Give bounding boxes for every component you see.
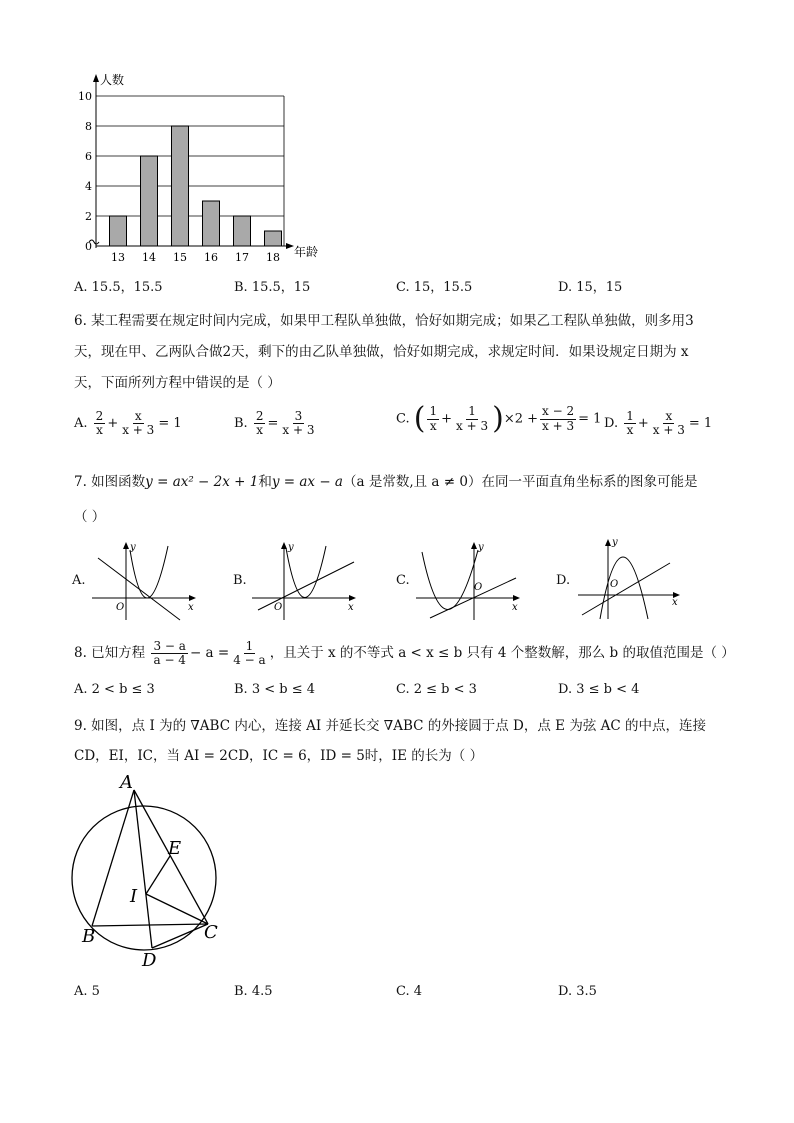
svg-text:x: x <box>672 597 678 608</box>
svg-text:E: E <box>168 838 182 859</box>
q7-graph-a <box>92 538 202 623</box>
q7-label-a: A. <box>72 573 86 588</box>
x-tick-label: 13 <box>111 251 125 264</box>
bar-16 <box>203 201 220 246</box>
x-tick-label: 18 <box>266 251 280 264</box>
q9-option-b: B. 4.5 <box>234 984 273 999</box>
q7-graph-c <box>416 538 526 623</box>
y-axis-arrow <box>93 74 99 82</box>
q5-option-d: D. 15，15 <box>558 280 623 295</box>
svg-text:x: x <box>188 602 194 613</box>
q9-line-2: CD，EI，IC，当 AI = 2CD，IC = 6，ID = 5时，IE 的长为（ ） <box>74 748 484 764</box>
svg-text:x: x <box>512 602 518 613</box>
bar-17 <box>234 216 251 246</box>
y-axis-label: 人数 <box>100 73 125 87</box>
x-axis-label: 年龄 <box>294 245 319 259</box>
y-tick-label: 4 <box>85 180 92 193</box>
q7-label-b: B. <box>233 573 247 588</box>
svg-text:D: D <box>142 950 157 970</box>
q6-line-1: 6. 某工程需要在规定时间内完成，如果甲工程队单独做，恰好如期完成；如果乙工程队单独做，则多用3 <box>74 313 694 329</box>
q8-option-a: A. 2 < b ≤ 3 <box>74 682 155 697</box>
q7-graph-d <box>578 535 688 623</box>
svg-text:A: A <box>120 772 133 793</box>
q8-option-d: D. 3 ≤ b < 4 <box>558 682 640 697</box>
q5-option-b: B. 15.5，15 <box>234 280 311 295</box>
bar-18 <box>265 231 282 246</box>
y-tick-label: 10 <box>78 90 92 103</box>
q6-option-b: B. $\frac{2}{x}$ = $\frac{3}{x + 3}$ <box>234 409 315 438</box>
age-bar-chart <box>72 70 332 265</box>
bar-15 <box>172 126 189 246</box>
svg-text:O: O <box>274 602 283 613</box>
q7-graph-b <box>252 538 362 623</box>
q8-option-b: B. 3 < b ≤ 4 <box>234 682 315 697</box>
x-tick-label: 16 <box>204 251 218 264</box>
q7-label-c: C. <box>396 573 410 588</box>
svg-text:O: O <box>116 602 125 613</box>
svg-text:B: B <box>82 926 96 947</box>
x-tick-label: 17 <box>235 251 249 264</box>
q9-option-c: C. 4 <box>396 984 423 999</box>
x-tick-label: 15 <box>173 251 187 264</box>
y-tick-label: 2 <box>85 210 92 223</box>
q7-paren: （ ） <box>74 509 106 525</box>
bar-13 <box>110 216 127 246</box>
q8-line: 8. 已知方程 $\frac{3 - a}{a - 4}$ − a = $\frac{1}{4 - a}$ ，且关于 x 的不等式 a < x ≤ b 只有 4 个整数解，那么 b 的取值范围是（ ） <box>74 639 735 668</box>
q8-option-c: C. 2 ≤ b < 3 <box>396 682 477 697</box>
q6-option-c: C. ( $\frac{1}{x}$ + $\frac{1}{x + 3}$ )×2 + $\frac{x - 2}{x + 3}$ = 1 <box>396 401 602 436</box>
q7-line-1: 7. 如图函数y = ax² − 2x + 1和y = ax − a（a 是常数,且 a ≠ 0）在同一平面直角坐标系的图象可能是 <box>74 474 698 490</box>
q6-option-d: D. $\frac{1}{x}$ + $\frac{x}{x + 3}$ = 1 <box>604 409 713 438</box>
svg-text:O: O <box>610 579 619 590</box>
x-axis-arrow <box>286 243 294 249</box>
y-tick-label: 6 <box>85 150 92 163</box>
q5-option-c: C. 15，15.5 <box>396 280 473 295</box>
q9-circle-figure <box>66 770 236 970</box>
q7-label-d: D. <box>556 573 571 588</box>
svg-text:C: C <box>204 922 218 943</box>
svg-text:y: y <box>612 537 618 548</box>
y-tick-label: 0 <box>85 240 92 253</box>
svg-text:x: x <box>348 602 354 613</box>
q9-option-d: D. 3.5 <box>558 984 597 999</box>
svg-text:y: y <box>478 542 484 553</box>
q9-line-1: 9. 如图，点 I 为的 ∇ABC 内心，连接 AI 并延长交 ∇ABC 的外接圆于点 D，点 E 为弦 AC 的中点，连接 <box>74 718 706 734</box>
x-tick-label: 14 <box>142 251 156 264</box>
q6-line-2: 天，现在甲、乙两队合做2天，剩下的由乙队单独做，恰好如期完成，求规定时间．如果设规定日期为 x <box>74 344 689 360</box>
bar-14 <box>141 156 158 246</box>
svg-text:I: I <box>130 886 138 907</box>
q9-option-a: A. 5 <box>74 984 100 999</box>
q6-line-3: 天，下面所列方程中错误的是（ ） <box>74 375 281 391</box>
svg-text:O: O <box>474 582 483 593</box>
q6-option-a: A. $\frac{2}{x}$ + $\frac{x}{x + 3}$ = 1 <box>74 409 182 438</box>
svg-text:y: y <box>130 542 136 553</box>
svg-text:y: y <box>288 542 294 553</box>
q5-option-a: A. 15.5，15.5 <box>74 280 163 295</box>
y-tick-label: 8 <box>85 120 92 133</box>
